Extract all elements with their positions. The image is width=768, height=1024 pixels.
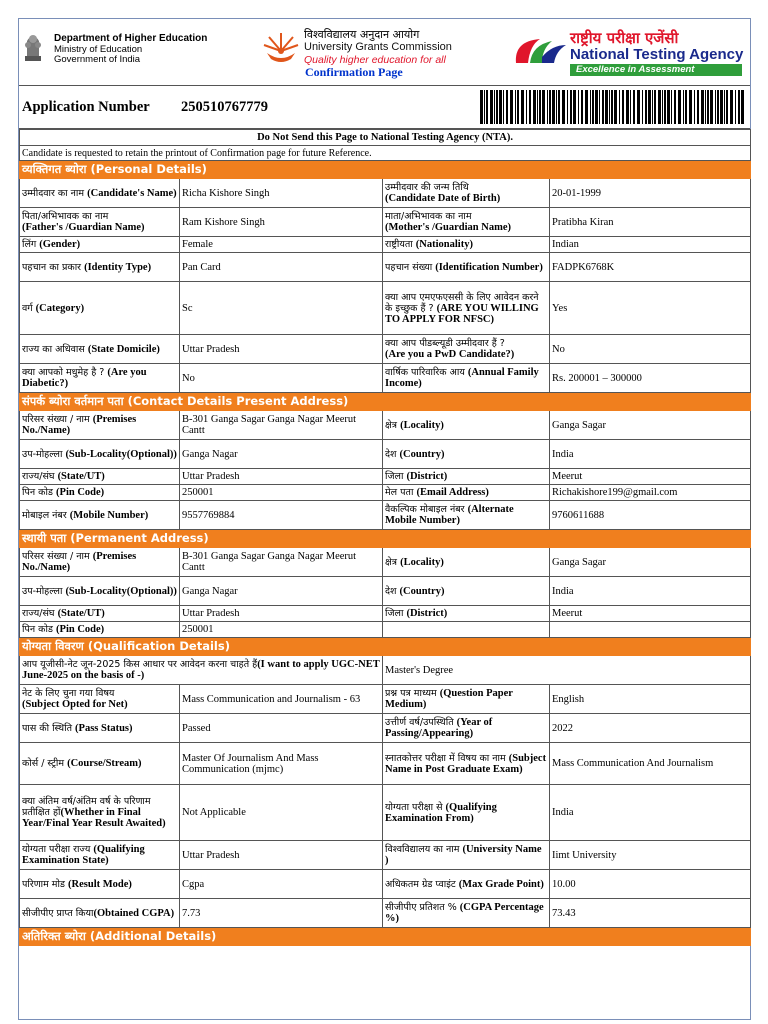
field-label: क्षेत्र (Locality)	[383, 411, 550, 440]
barcode-bar	[510, 90, 513, 124]
field-label: परिसर संख्या / नाम (Premises No./Name)	[20, 548, 180, 577]
email-value: Richakishore199@gmail.com	[550, 485, 751, 501]
barcode-bar	[738, 90, 740, 124]
field-label: आप यूजीसी-नेट जून-2025 किस आधार पर आवेदन करना चाहते हैं(I want to apply UGC-NET June-2025 on the basis of -)	[20, 656, 383, 685]
barcode-bar	[526, 90, 527, 124]
barcode-bar	[595, 90, 598, 124]
table-row	[20, 685, 751, 714]
table-row	[20, 485, 751, 501]
barcode-bar	[654, 90, 656, 124]
identity-type-value: Pan Card	[180, 253, 383, 282]
nta-tagline: Excellence in Assessment	[570, 64, 742, 76]
table-row	[20, 841, 751, 870]
table-row	[20, 469, 751, 485]
apply-basis-value: Master's Degree	[383, 656, 751, 685]
empty-cell	[550, 622, 751, 638]
mobile-value: 9557769884	[180, 501, 383, 530]
barcode-bar	[517, 90, 519, 124]
perm-premises-value: B-301 Ganga Sagar Ganga Nagar Meerut Cantt	[180, 548, 383, 577]
barcode-bar	[678, 90, 681, 124]
field-label: पिन कोड (Pin Code)	[20, 485, 180, 501]
barcode-bar	[496, 90, 498, 124]
barcode-bar	[648, 90, 651, 124]
barcode-bar	[581, 90, 583, 124]
final-year-value: Not Applicable	[180, 785, 383, 841]
field-label: कोर्स / स्ट्रीम (Course/Stream)	[20, 743, 180, 785]
application-number-label: Application Number	[19, 86, 179, 129]
barcode-bar	[490, 90, 493, 124]
national-emblem-icon	[21, 29, 45, 63]
barcode-bar	[658, 90, 661, 124]
nationality-value: Indian	[550, 237, 751, 253]
field-label: परिणाम मोड (Result Mode)	[20, 870, 180, 899]
barcode-bar	[724, 90, 725, 124]
state-domicile-value: Uttar Pradesh	[180, 335, 383, 364]
obtained-cgpa-value: 7.73	[180, 899, 383, 928]
nta-hindi-name: राष्ट्रीय परीक्षा एजेंसी	[570, 29, 679, 47]
barcode-bar	[735, 90, 736, 124]
details-table	[19, 129, 751, 946]
max-grade-value: 10.00	[550, 870, 751, 899]
perm-sub-locality-value: Ganga Nagar	[180, 577, 383, 606]
alternate-mobile-value: 9760611688	[550, 501, 751, 530]
field-label: क्या अंतिम वर्ष/अंतिम वर्ष के परिणाम प्रतीक्षित हों(Whether in Final Year/Final Year Result Awaited)	[20, 785, 180, 841]
table-row	[20, 179, 751, 208]
ugc-logo-icon	[261, 29, 301, 69]
field-label: पास की स्थिति (Pass Status)	[20, 714, 180, 743]
field-label: परिसर संख्या / नाम (Premises No./Name)	[20, 411, 180, 440]
barcode-bar	[619, 90, 620, 124]
barcode-bar	[664, 90, 666, 124]
section-qualification-details: योग्यता विवरण (Qualification Details)	[20, 638, 751, 656]
field-label: पिता/अभिभावक का नाम (Father's /Guardian Name)	[20, 208, 180, 237]
table-row	[20, 282, 751, 335]
barcode-bar	[494, 90, 495, 124]
barcode-bar	[674, 90, 676, 124]
application-number-value: 250510767779	[179, 86, 449, 129]
empty-cell	[383, 622, 550, 638]
application-number-row	[19, 86, 750, 129]
barcode-bar	[689, 90, 692, 124]
barcode-bar	[611, 90, 613, 124]
field-label: राज्य/संघ (State/UT)	[20, 606, 180, 622]
barcode-bar	[710, 90, 713, 124]
section-contact-details: संपर्क ब्योरा वर्तमान पता (Contact Details Present Address)	[20, 393, 751, 411]
barcode-icon	[478, 90, 748, 124]
barcode-bar	[637, 90, 640, 124]
field-label: क्षेत्र (Locality)	[383, 548, 550, 577]
barcode-bar	[602, 90, 604, 124]
result-mode-value: Cgpa	[180, 870, 383, 899]
barcode-bar	[585, 90, 588, 124]
perm-pin-code-value: 250001	[180, 622, 383, 638]
confirmation-page-title: Confirmation Page	[305, 65, 403, 79]
barcode-bar	[633, 90, 635, 124]
section-additional-details: अतिरिक्त ब्योरा (Additional Details)	[20, 928, 751, 946]
section-personal-details: व्यक्तिगत ब्योरा (Personal Details)	[20, 161, 751, 179]
barcode-bar	[515, 90, 516, 124]
barcode-bar	[521, 90, 524, 124]
perm-district-value: Meerut	[550, 606, 751, 622]
barcode-bar	[556, 90, 557, 124]
perm-state-value: Uttar Pradesh	[180, 606, 383, 622]
field-label: योग्यता परीक्षा राज्य (Qualifying Examination State)	[20, 841, 180, 870]
university-value: Iimt University	[550, 841, 751, 870]
sub-locality-value: Ganga Nagar	[180, 440, 383, 469]
field-label: क्या आप एमएफएससी के लिए आवेदन करने के इच्छुक हैं ? (ARE YOU WILLING TO APPLY FOR NFSC)	[383, 282, 550, 335]
field-label: प्रश्न पत्र माध्यम (Question Paper Medium)	[383, 685, 550, 714]
barcode-bar	[614, 90, 617, 124]
state-value: Uttar Pradesh	[180, 469, 383, 485]
year-of-passing-value: 2022	[550, 714, 751, 743]
country-value: India	[550, 440, 751, 469]
perm-country-value: India	[550, 577, 751, 606]
table-row	[20, 548, 751, 577]
barcode-bar	[590, 90, 591, 124]
table-row	[20, 656, 751, 685]
barcode-bar	[578, 90, 579, 124]
cgpa-percentage-value: 73.43	[550, 899, 751, 928]
field-label: देश (Country)	[383, 440, 550, 469]
field-label: विश्वविद्यालय का नाम (University Name )	[383, 841, 550, 870]
table-row	[20, 335, 751, 364]
perm-locality-value: Ganga Sagar	[550, 548, 751, 577]
ugc-tagline: Quality higher education for all	[304, 54, 446, 66]
field-label: नेट के लिए चुना गया विषय (Subject Opted for Net)	[20, 685, 180, 714]
barcode-bar	[701, 90, 704, 124]
do-not-send-notice: Do Not Send this Page to National Testing Agency (NTA).	[20, 130, 751, 146]
barcode-bar	[503, 90, 504, 124]
barcode-bar	[537, 90, 538, 124]
nta-english-name: National Testing Agency	[570, 46, 744, 63]
field-label: अधिकतम ग्रेड प्वाइंट (Max Grade Point)	[383, 870, 550, 899]
field-label: राष्ट्रीयता (Nationality)	[383, 237, 550, 253]
barcode-bar	[599, 90, 600, 124]
nta-logo-icon	[512, 35, 568, 69]
field-label: पहचान संख्या (Identification Number)	[383, 253, 550, 282]
premises-value: B-301 Ganga Sagar Ganga Nagar Meerut Cantt	[180, 411, 383, 440]
paper-medium-value: English	[550, 685, 751, 714]
barcode-bar	[717, 90, 719, 124]
barcode-bar	[573, 90, 576, 124]
locality-value: Ganga Sagar	[550, 411, 751, 440]
field-label: माता/अभिभावक का नाम (Mother's /Guardian Name)	[383, 208, 550, 237]
field-label: पहचान का प्रकार (Identity Type)	[20, 253, 180, 282]
table-row	[20, 253, 751, 282]
barcode-bar	[630, 90, 631, 124]
table-row	[20, 208, 751, 237]
barcode-bar	[667, 90, 670, 124]
retain-note: Candidate is requested to retain the printout of Confirmation page for future Reference.	[20, 146, 751, 161]
field-label: क्या आपको मधुमेह है ? (Are you Diabetic?)	[20, 364, 180, 393]
field-label: योग्यता परीक्षा से (Qualifying Examination From)	[383, 785, 550, 841]
ministry-block	[54, 34, 207, 66]
barcode-bar	[529, 90, 531, 124]
field-label: लिंग (Gender)	[20, 237, 180, 253]
field-label: वर्ग (Category)	[20, 282, 180, 335]
mother-name-value: Pratibha Kiran	[550, 208, 751, 237]
barcode-bar	[707, 90, 709, 124]
barcode-bar	[697, 90, 699, 124]
qualifying-from-value: India	[550, 785, 751, 841]
identification-number-value: FADPK6768K	[550, 253, 751, 282]
barcode-bar	[662, 90, 663, 124]
barcode-bar	[549, 90, 551, 124]
table-row	[20, 440, 751, 469]
qualifying-state-value: Uttar Pradesh	[180, 841, 383, 870]
field-label: उत्तीर्ण वर्ष/उपस्थिति (Year of Passing/Appearing)	[383, 714, 550, 743]
table-row	[20, 237, 751, 253]
barcode-bar	[671, 90, 672, 124]
district-value: Meerut	[550, 469, 751, 485]
barcode-bar	[685, 90, 687, 124]
candidate-name-value: Richa Kishore Singh	[180, 179, 383, 208]
barcode-bar	[567, 90, 568, 124]
table-row	[20, 364, 751, 393]
field-label: पिन कोड (Pin Code)	[20, 622, 180, 638]
barcode-bar	[652, 90, 653, 124]
table-row	[20, 785, 751, 841]
barcode-bar	[539, 90, 541, 124]
barcode-cell	[449, 86, 750, 129]
barcode-bar	[552, 90, 555, 124]
barcode-bar	[683, 90, 684, 124]
barcode-bar	[705, 90, 706, 124]
gender-value: Female	[180, 237, 383, 253]
barcode-bar	[642, 90, 643, 124]
table-row	[20, 411, 751, 440]
barcode-bar	[726, 90, 728, 124]
category-value: Sc	[180, 282, 383, 335]
field-label: जिला (District)	[383, 469, 550, 485]
field-label: मेल पता (Email Address)	[383, 485, 550, 501]
field-label: वार्षिक पारिवारिक आय (Annual Family Income)	[383, 364, 550, 393]
table-row	[20, 622, 751, 638]
barcode-bar	[533, 90, 536, 124]
field-label: उम्मीदवार की जन्म तिथि (Candidate Date of Birth)	[383, 179, 550, 208]
nfsc-value: Yes	[550, 282, 751, 335]
table-row	[20, 606, 751, 622]
ugc-hindi-name: विश्वविद्यालय अनुदान आयोग	[304, 28, 420, 41]
pwd-value: No	[550, 335, 751, 364]
course-stream-value: Master Of Journalism And Mass Communication (mjmc)	[180, 743, 383, 785]
field-label: राज्य/संघ (State/UT)	[20, 469, 180, 485]
barcode-bar	[480, 90, 483, 124]
dob-value: 20-01-1999	[550, 179, 751, 208]
section-permanent-address: स्थायी पता (Permanent Address)	[20, 530, 751, 548]
family-income-value: Rs. 200001 – 300000	[550, 364, 751, 393]
diabetic-value: No	[180, 364, 383, 393]
field-label: क्या आप पीडब्ल्यूडी उम्मीदवार हैं ? (Are you a PwD Candidate?)	[383, 335, 550, 364]
barcode-bar	[592, 90, 594, 124]
field-label: वैकल्पिक मोबाइल नंबर (Alternate Mobile Number)	[383, 501, 550, 530]
table-row	[20, 501, 751, 530]
pg-subject-value: Mass Communication And Journalism	[550, 743, 751, 785]
page-header	[19, 19, 750, 85]
field-label: देश (Country)	[383, 577, 550, 606]
field-label: उप-मोहल्ला (Sub-Locality(Optional))	[20, 440, 180, 469]
barcode-bar	[694, 90, 695, 124]
barcode-bar	[730, 90, 733, 124]
barcode-bar	[570, 90, 572, 124]
barcode-bar	[720, 90, 723, 124]
table-row	[20, 577, 751, 606]
barcode-bar	[484, 90, 485, 124]
table-row	[20, 714, 751, 743]
barcode-bar	[626, 90, 629, 124]
barcode-bar	[547, 90, 548, 124]
dept-title: Department of Higher Education	[54, 33, 208, 44]
field-label: जिला (District)	[383, 606, 550, 622]
nta-block	[570, 29, 743, 76]
dept-line-2: Ministry of Education	[54, 43, 143, 55]
barcode-bar	[609, 90, 610, 124]
ugc-block	[304, 28, 452, 67]
subject-opted-value: Mass Communication and Journalism - 63	[180, 685, 383, 714]
barcode-bar	[558, 90, 560, 124]
table-row	[20, 743, 751, 785]
barcode-bar	[622, 90, 624, 124]
barcode-bar	[542, 90, 545, 124]
barcode-bar	[605, 90, 608, 124]
barcode-bar	[715, 90, 716, 124]
field-label: स्नातकोत्तर परीक्षा में विषय का नाम (Subject Name in Post Graduate Exam)	[383, 743, 550, 785]
barcode-bar	[741, 90, 744, 124]
pin-code-value: 250001	[180, 485, 383, 501]
dept-line-3: Government of India	[54, 54, 141, 65]
pass-status-value: Passed	[180, 714, 383, 743]
barcode-bar	[645, 90, 647, 124]
field-label: सीजीपीए प्राप्त किया(Obtained CGPA)	[20, 899, 180, 928]
field-label: मोबाइल नंबर (Mobile Number)	[20, 501, 180, 530]
barcode-bar	[499, 90, 502, 124]
field-label: उप-मोहल्ला (Sub-Locality(Optional))	[20, 577, 180, 606]
table-row	[20, 870, 751, 899]
confirmation-page	[18, 18, 751, 1020]
barcode-bar	[506, 90, 508, 124]
barcode-bar	[486, 90, 488, 124]
field-label: राज्य का अधिवास (State Domicile)	[20, 335, 180, 364]
ugc-english-name: University Grants Commission	[304, 41, 452, 53]
application-number-table	[19, 85, 750, 129]
field-label: उम्मीदवार का नाम (Candidate's Name)	[20, 179, 180, 208]
barcode-bar	[562, 90, 565, 124]
father-name-value: Ram Kishore Singh	[180, 208, 383, 237]
field-label: सीजीपीए प्रतिशत % (CGPA Percentage %)	[383, 899, 550, 928]
table-row	[20, 899, 751, 928]
